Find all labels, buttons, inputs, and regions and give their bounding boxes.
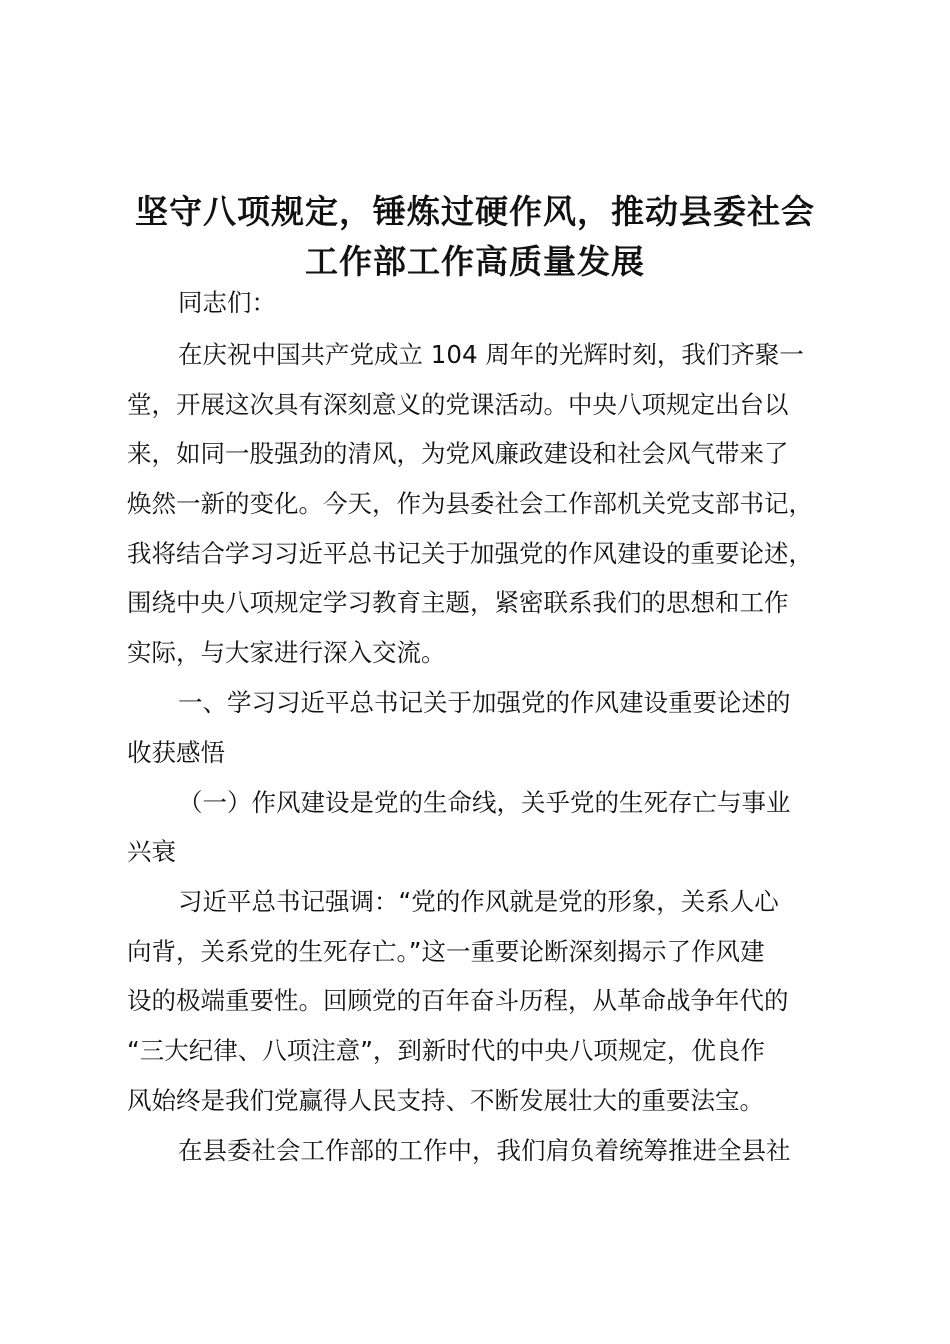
document-title-line-2: 工作部工作高质量发展 xyxy=(305,242,645,281)
subsection-heading-line: （一）作风建设是党的生命线，关乎党的生死存亡与事业 xyxy=(178,788,791,817)
paragraph-line: 在县委社会工作部的工作中，我们肩负着统筹推进全县社 xyxy=(178,1136,791,1165)
section-heading-line: 一、学习习近平总书记关于加强党的作风建设重要论述的 xyxy=(178,688,791,717)
paragraph-line: 向背，关系党的生死存亡。”这一重要论断深刻揭示了作风建 xyxy=(127,937,765,966)
paragraph-line: 围绕中央八项规定学习教育主题，紧密联系我们的思想和工作 xyxy=(127,588,789,617)
paragraph-line: 来，如同一股强劲的清风，为党风廉政建设和社会风气带来了 xyxy=(127,439,789,468)
document-title-line-1: 坚守八项规定，锤炼过硬作风，推动县委社会 xyxy=(135,192,815,231)
section-heading-line: 收获感悟 xyxy=(127,738,225,767)
paragraph-line: 在庆祝中国共产党成立 104 周年的光辉时刻，我们齐聚一 xyxy=(178,340,804,369)
paragraph-line: 设的极端重要性。回顾党的百年奋斗历程，从革命战争年代的 xyxy=(127,986,789,1015)
paragraph-line: “三大纪律、八项注意”，到新时代的中央八项规定，优良作 xyxy=(127,1036,765,1065)
paragraph-line: 堂，开展这次具有深刻意义的党课活动。中央八项规定出台以 xyxy=(127,390,789,419)
subsection-heading-line: 兴衰 xyxy=(127,837,176,866)
paragraph-line: 实际，与大家进行深入交流。 xyxy=(127,638,446,667)
paragraph-line: 我将结合学习习近平总书记关于加强党的作风建设的重要论述， xyxy=(127,539,813,568)
paragraph-line: 焕然一新的变化。今天，作为县委社会工作部机关党支部书记， xyxy=(127,489,813,518)
paragraph-line: 风始终是我们党赢得人民支持、不断发展壮大的重要法宝。 xyxy=(127,1086,764,1115)
paragraph-line: 习近平总书记强调：“党的作风就是党的形象，关系人心 xyxy=(178,887,779,916)
salutation: 同志们： xyxy=(178,288,276,317)
